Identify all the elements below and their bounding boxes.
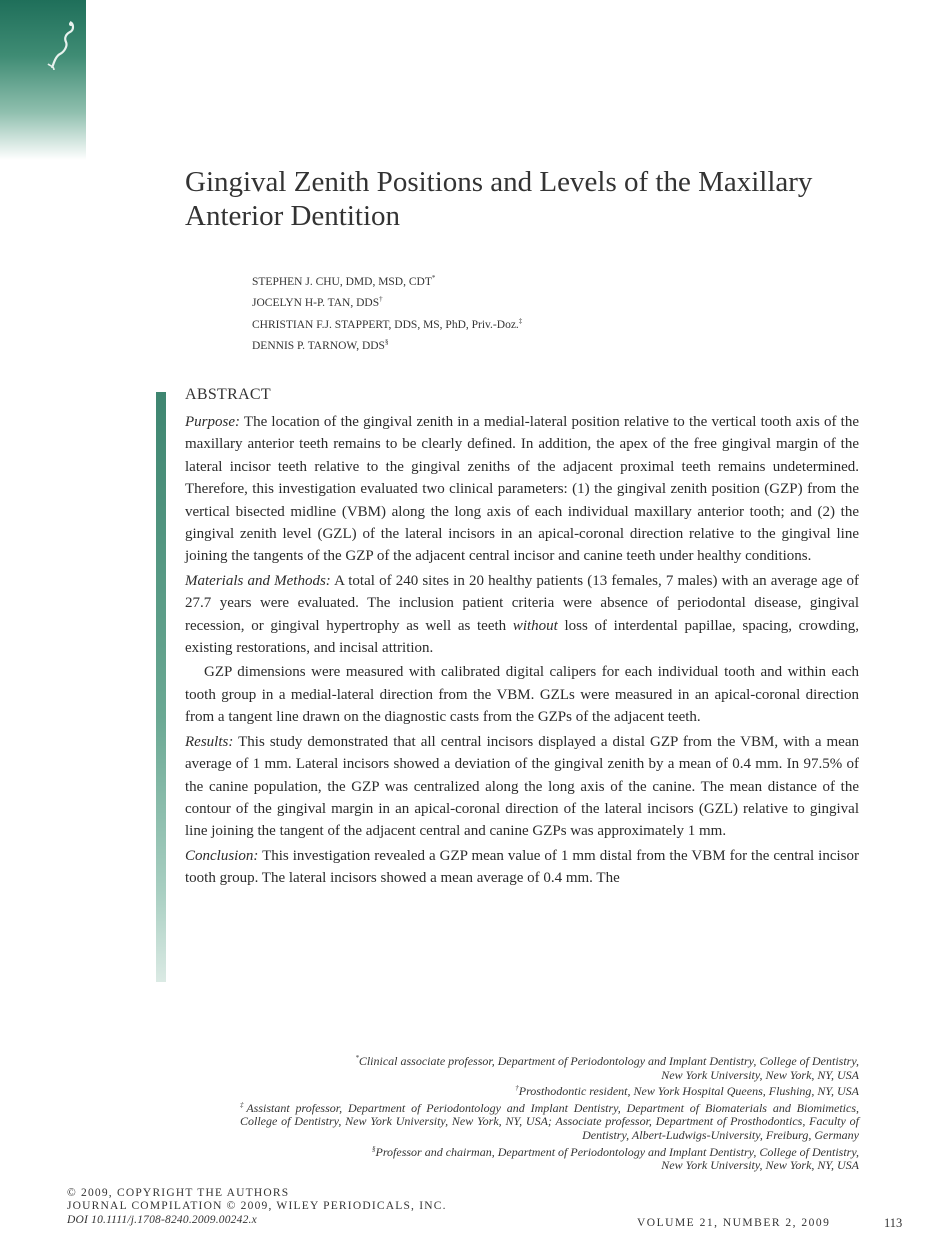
article-title: Gingival Zenith Positions and Levels of the Maxillary Anterior Dentition [185, 166, 813, 232]
purpose-label: Purpose: [185, 414, 240, 430]
abstract-heading: ABSTRACT [185, 386, 271, 403]
footnote-continuation: New York University, New York, NY, USA [661, 1067, 859, 1082]
footnote-continuation: New York University, New York, NY, USA [661, 1158, 859, 1173]
author-footnotes [240, 1052, 859, 1173]
results-paragraph: Results: This study demonstrated that all central incisors displayed a distal GZP from the VBM, with a mean average of 1 mm. Lateral incisors showed a deviation of the gingival zenith by a mean of 0.4 mm. In 97.5% of the canine population, the GZP was centralized along the long axis of the canine. The mean distance of the contour of the gingival margin in an apical-coronal direction of the lateral incisors (GZL) relative to gingival line joining the tangent of the adjacent central and canine GZPs was approximately 1 mm. [185, 733, 859, 840]
footnote: †Prosthodontic resident, New York Hospital Queens, Flushing, NY, USA [515, 1084, 859, 1099]
author-item: STEPHEN J. CHU, DMD, MSD, CDT* [252, 274, 436, 288]
footnote: §Professor and chairman, Department of Periodontology and Implant Dentistry, College of Dentistry, [371, 1144, 859, 1159]
volume-info: VOLUME 21, NUMBER 2, 2009 [637, 1217, 831, 1229]
abstract-sidebar-bar [156, 392, 166, 982]
doi-line: DOI 10.1111/j.1708-8240.2009.00242.x [67, 1213, 257, 1226]
author-item: DENNIS P. TARNOW, DDS§ [252, 337, 389, 352]
copyright-line: © 2009, COPYRIGHT THE AUTHORS [67, 1187, 290, 1199]
copyright-block [67, 1187, 447, 1227]
footnote: ‡Assistant professor, Department of Periodontology and Implant Dentistry, Department of Biomaterials and Biomimetics, College of Dentistry, New York University, New York, NY, USA; Associate professor, Department of Prosthodontics, Faculty of Dentistry, Albert-Ludwigs-University, Freiburg, Germany [240, 1100, 859, 1142]
methods-paragraph: Materials and Methods: A total of 240 sites in 20 healthy patients (13 females, 7 males) with an average age of 27.7 years were evaluated. The inclusion patient criteria were absence of periodontal disease, gingival recession, or gingival hypertrophy as well as teeth without loss of interdental papillae, spacing, crowding, existing restorations, and incisal attrition. [185, 572, 860, 657]
methods-paragraph-2: GZP dimensions were measured with calibrated digital calipers for each individual tooth and within each tooth group in a medial-lateral direction from the VBM. GZLs were measured in an apical-coronal direction from a tangent line drawn on the diagnostic casts from the GZPs of the adjacent teeth. [185, 664, 859, 726]
results-label: Results: [185, 733, 234, 750]
conclusion-label: Conclusion: [185, 847, 259, 864]
corner-decoration [0, 0, 86, 160]
purpose-paragraph: Purpose: The location of the gingival zenith in a medial-lateral position relative to the vertical tooth axis of the maxillary anterior teeth remains to be clearly defined. In addition, the apex of the free gingival margin of the lateral incisor teeth relative to the gingival zeniths of the adjacent proximal teeth remains undetermined. Therefore, this investigation evaluated two clinical parameters: (1) the gingival zenith position (GZP) from the vertical bisected midline (VBM) along the long axis of each individual maxillary anterior tooth; and (2) the gingival zenith level (GZL) of the lateral incisors in an apical-coronal direction relative to the gingival line joining the tangents of the GZP of the adjacent central incisor and canine teeth under healthy conditions. [185, 414, 859, 565]
conclusion-paragraph: Conclusion: This investigation revealed a GZP mean value of 1 mm distal from the VBM for the central incisor tooth group. The lateral incisors showed a mean average of 0.4 mm. The [185, 847, 860, 887]
author-list [252, 270, 752, 355]
author-item: JOCELYN H-P. TAN, DDS† [252, 295, 383, 310]
journal-line: JOURNAL COMPILATION © 2009, WILEY PERIODICALS, INC. [67, 1200, 447, 1213]
page-number: 113 [884, 1216, 903, 1230]
footnote: *Clinical associate professor, Department of Periodontology and Implant Dentistry, College of Dentistry, [355, 1054, 859, 1068]
methods-label: Materials and Methods: [185, 572, 331, 589]
abstract-body [185, 411, 859, 892]
author-item: CHRISTIAN F.J. STAPPERT, DDS, MS, PhD, Priv.-Doz.‡ [252, 316, 523, 331]
seahorse-logo-icon [40, 18, 80, 78]
